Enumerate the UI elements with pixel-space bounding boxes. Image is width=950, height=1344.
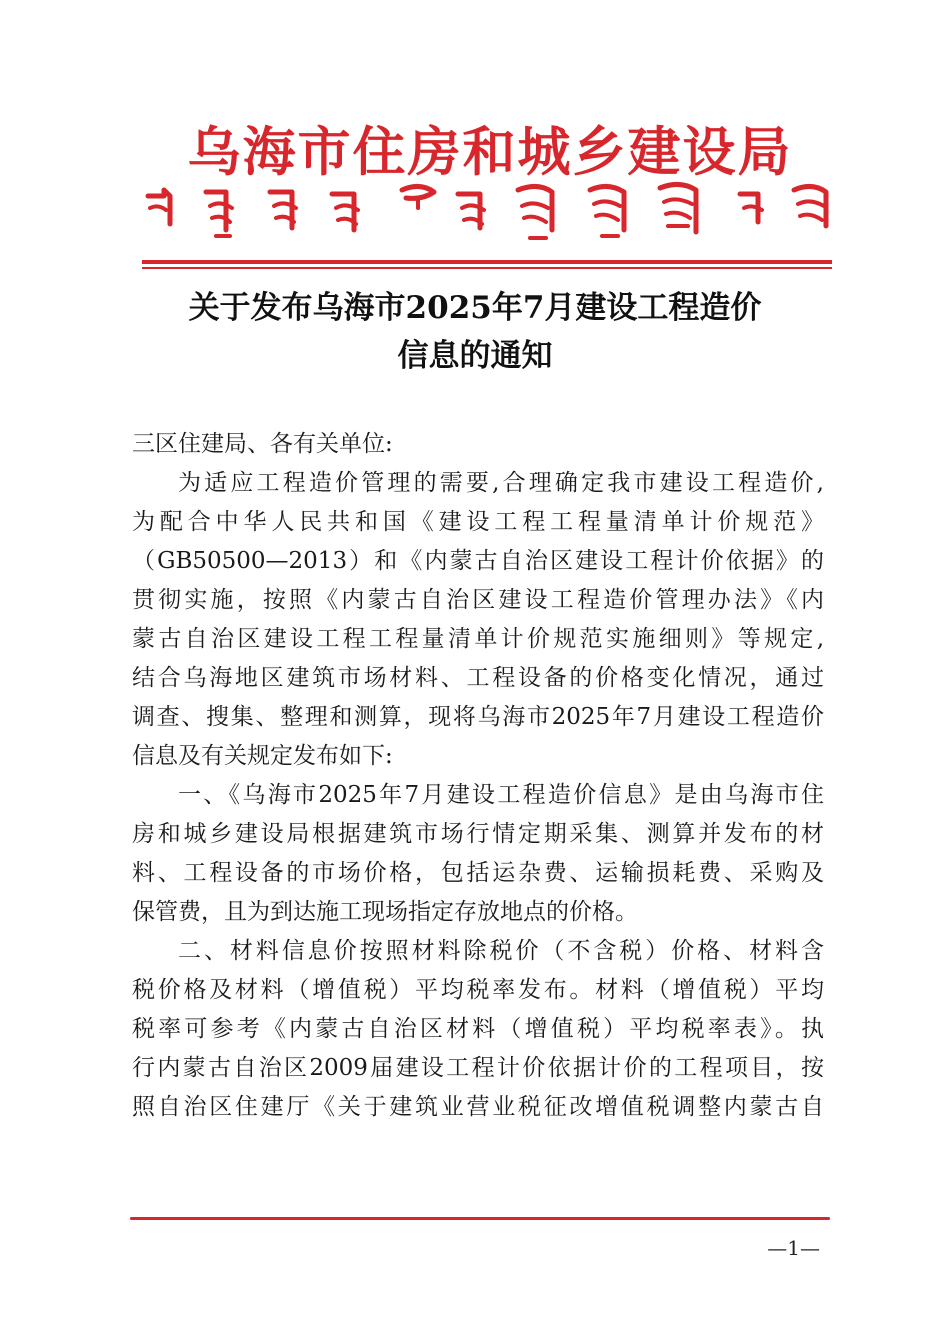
body-line: 税率可参考《内蒙古自治区材料（增值税）平均税率表》。执 bbox=[132, 1016, 824, 1042]
body-line: 调查、搜集、整理和测算，现将乌海市2025年7月建设工程造价 bbox=[132, 704, 824, 730]
header-red-rule bbox=[142, 260, 832, 269]
body-line: 二、材料信息价按照材料除税价（不含税）价格、材料含 bbox=[178, 938, 824, 964]
body-line: （GB50500—2013）和《内蒙古自治区建设工程计价依据》的 bbox=[132, 548, 824, 574]
body-line: 保管费，且为到达施工现场指定存放地点的价格。 bbox=[132, 899, 638, 925]
agency-name-header: 乌海市住房和城乡建设局 bbox=[187, 121, 793, 183]
document-title-line-1: 关于发布乌海市2025年7月建设工程造价 bbox=[188, 290, 762, 326]
body-line: 房和城乡建设局根据建筑市场行情定期采集、测算并发布的材 bbox=[132, 821, 824, 847]
document-title bbox=[100, 284, 850, 380]
mongolian-script-header bbox=[140, 178, 840, 248]
red-rule-thin bbox=[142, 267, 832, 269]
document-title-line-2: 信息的通知 bbox=[397, 338, 553, 374]
body-line: 照自治区住建厅《关于建筑业营业税征改增值税调整内蒙古自 bbox=[132, 1094, 824, 1120]
body-line: 结合乌海地区建筑市场材料、工程设备的价格变化情况，通过 bbox=[132, 665, 824, 691]
body-line: 行内蒙古自治区2009届建设工程计价依据计价的工程项目，按 bbox=[132, 1055, 824, 1081]
salutation: 三区住建局、各有关单位: bbox=[132, 431, 393, 457]
body-line: 贯彻实施，按照《内蒙古自治区建设工程造价管理办法》《内 bbox=[132, 587, 824, 613]
body-line: 一、《乌海市2025年7月建设工程造价信息》是由乌海市住 bbox=[178, 782, 824, 808]
page-number: —1— bbox=[767, 1236, 820, 1260]
body-line: 为配合中华人民共和国《建设工程工程量清单计价规范》 bbox=[132, 509, 824, 535]
red-rule-thick bbox=[142, 260, 832, 264]
body-line: 为适应工程造价管理的需要,合理确定我市建设工程造价, bbox=[178, 470, 824, 496]
body-line: 信息及有关规定发布如下: bbox=[132, 743, 393, 769]
document-body bbox=[132, 425, 824, 1127]
footer-red-underline bbox=[130, 1217, 830, 1220]
body-line: 蒙古自治区建设工程工程量清单计价规范实施细则》等规定, bbox=[132, 626, 824, 652]
mongolian-script-graphic bbox=[140, 178, 840, 248]
body-line: 料、工程设备的市场价格，包括运杂费、运输损耗费、采购及 bbox=[132, 860, 824, 886]
body-line: 税价格及材料（增值税）平均税率发布。材料（增值税）平均 bbox=[132, 977, 824, 1003]
